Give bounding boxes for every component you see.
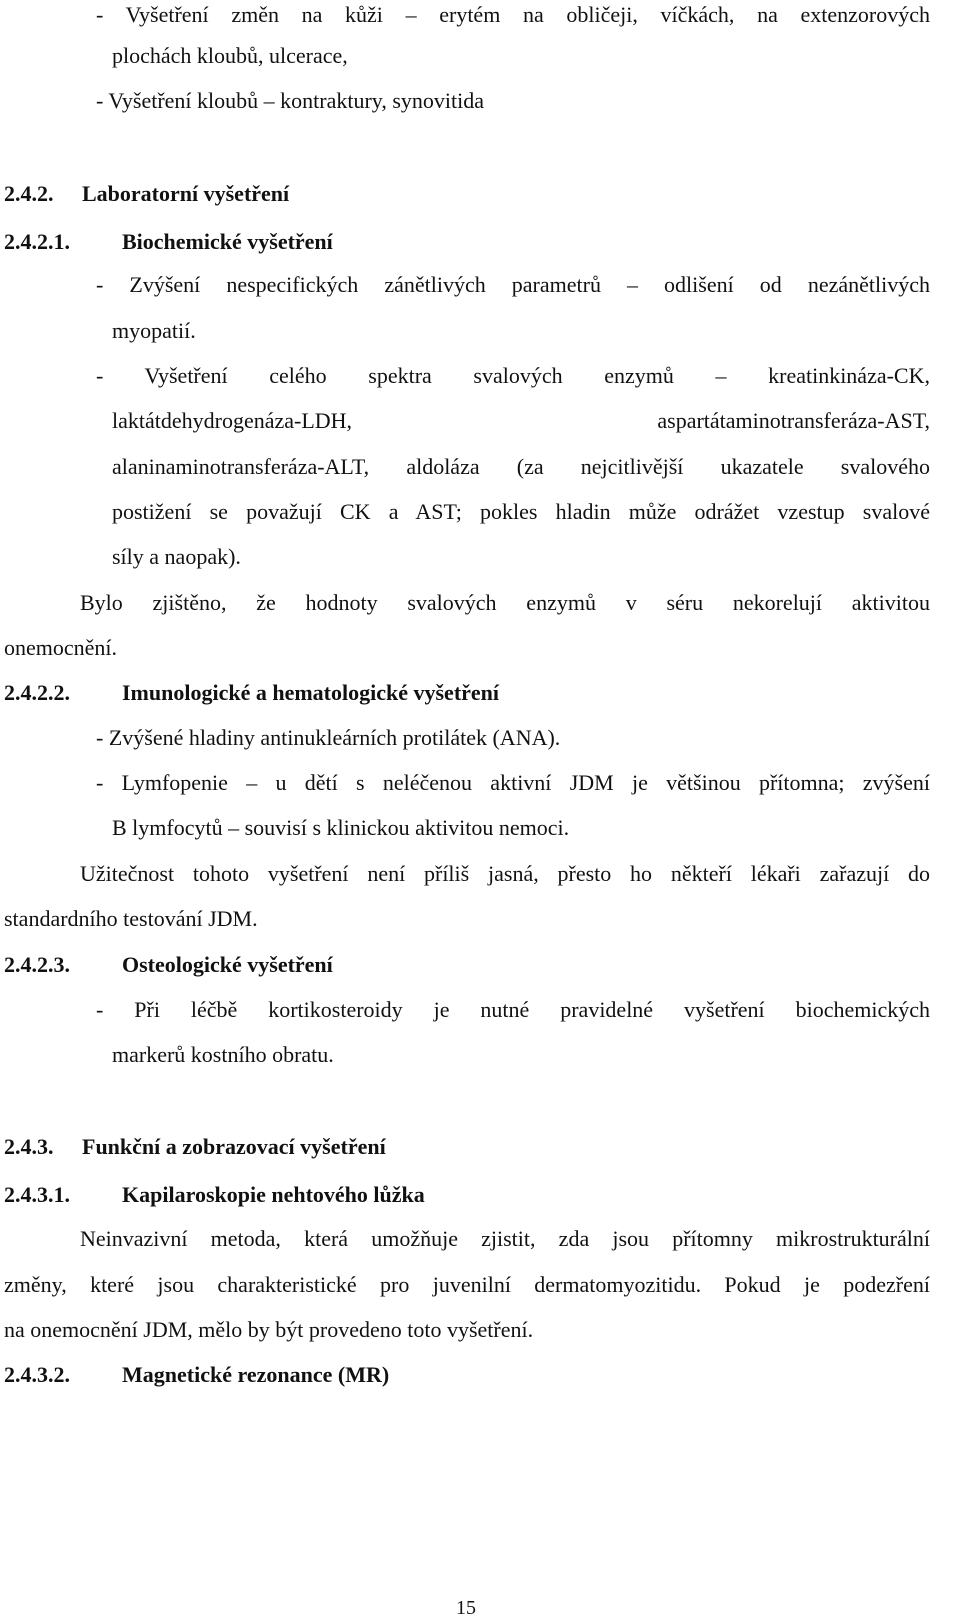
text-line: Užitečnost tohoto vyšetření není příliš jasná, přesto ho někteří lékaři zařazují do <box>80 861 930 886</box>
heading-number: 2.4.3. <box>4 1134 54 1159</box>
text-line: Bylo zjištěno, že hodnoty svalových enzymů v séru nekorelují aktivitou <box>80 590 930 615</box>
text-line: - Vyšetření celého spektra svalových enzymů – kreatinkináza-CK, <box>96 363 930 388</box>
text-line: na onemocnění JDM, mělo by být provedeno toto vyšetření. <box>4 1317 534 1342</box>
text-line: onemocnění. <box>4 635 118 660</box>
text-line: - Vyšetření změn na kůži – erytém na obličeji, víčkách, na extenzorových <box>96 2 930 27</box>
text-line: - Vyšetření kloubů – kontraktury, synovitida <box>96 88 485 113</box>
heading-number: 2.4.3.1. <box>4 1182 70 1207</box>
text-line: standardního testování JDM. <box>4 906 258 931</box>
text-line: změny, které jsou charakteristické pro juvenilní dermatomyozitidu. Pokud je podezření <box>4 1272 930 1297</box>
heading-number: 2.4.2. <box>4 181 54 206</box>
text-line: plochách kloubů, ulcerace, <box>112 43 348 68</box>
heading-title: Laboratorní vyšetření <box>82 181 290 206</box>
heading-title: Biochemické vyšetření <box>122 229 333 254</box>
text-line: síly a naopak). <box>112 544 241 569</box>
text-line: - Zvýšené hladiny antinukleárních protilátek (ANA). <box>96 725 561 750</box>
page-number: 15 <box>456 1597 476 1619</box>
heading-title: Kapilaroskopie nehtového lůžka <box>122 1182 425 1207</box>
heading-number: 2.4.2.2. <box>4 680 70 705</box>
text-line: alaninaminotransferáza-ALT, aldoláza (za nejcitlivější ukazatele svalového <box>112 454 930 479</box>
text-line: myopatií. <box>112 318 196 343</box>
heading-title: Imunologické a hematologické vyšetření <box>122 680 500 705</box>
text-line: - Při léčbě kortikosteroidy je nutné pravidelné vyšetření biochemických <box>96 997 930 1022</box>
heading-number: 2.4.2.1. <box>4 229 70 254</box>
text-line: - Zvýšení nespecifických zánětlivých parametrů – odlišení od nezánětlivých <box>96 272 930 297</box>
text-line: B lymfocytů – souvisí s klinickou aktivitou nemoci. <box>112 815 570 840</box>
heading-title: Osteologické vyšetření <box>122 952 333 977</box>
text-line: laktátdehydrogenáza-LDH, aspartátaminotransferáza-AST, <box>112 408 930 433</box>
heading-number: 2.4.3.2. <box>4 1362 70 1387</box>
text-line: - Lymfopenie – u dětí s neléčenou aktivní JDM je většinou přítomna; zvýšení <box>96 770 930 795</box>
text-line: Neinvazivní metoda, která umožňuje zjistit, zda jsou přítomny mikrostrukturální <box>80 1226 930 1251</box>
heading-title: Magnetické rezonance (MR) <box>122 1362 390 1387</box>
text-line: postižení se považují CK a AST; pokles hladin může odrážet vzestup svalové <box>112 499 930 524</box>
heading-number: 2.4.2.3. <box>4 952 70 977</box>
heading-title: Funkční a zobrazovací vyšetření <box>82 1134 386 1159</box>
text-line: markerů kostního obratu. <box>112 1042 334 1067</box>
